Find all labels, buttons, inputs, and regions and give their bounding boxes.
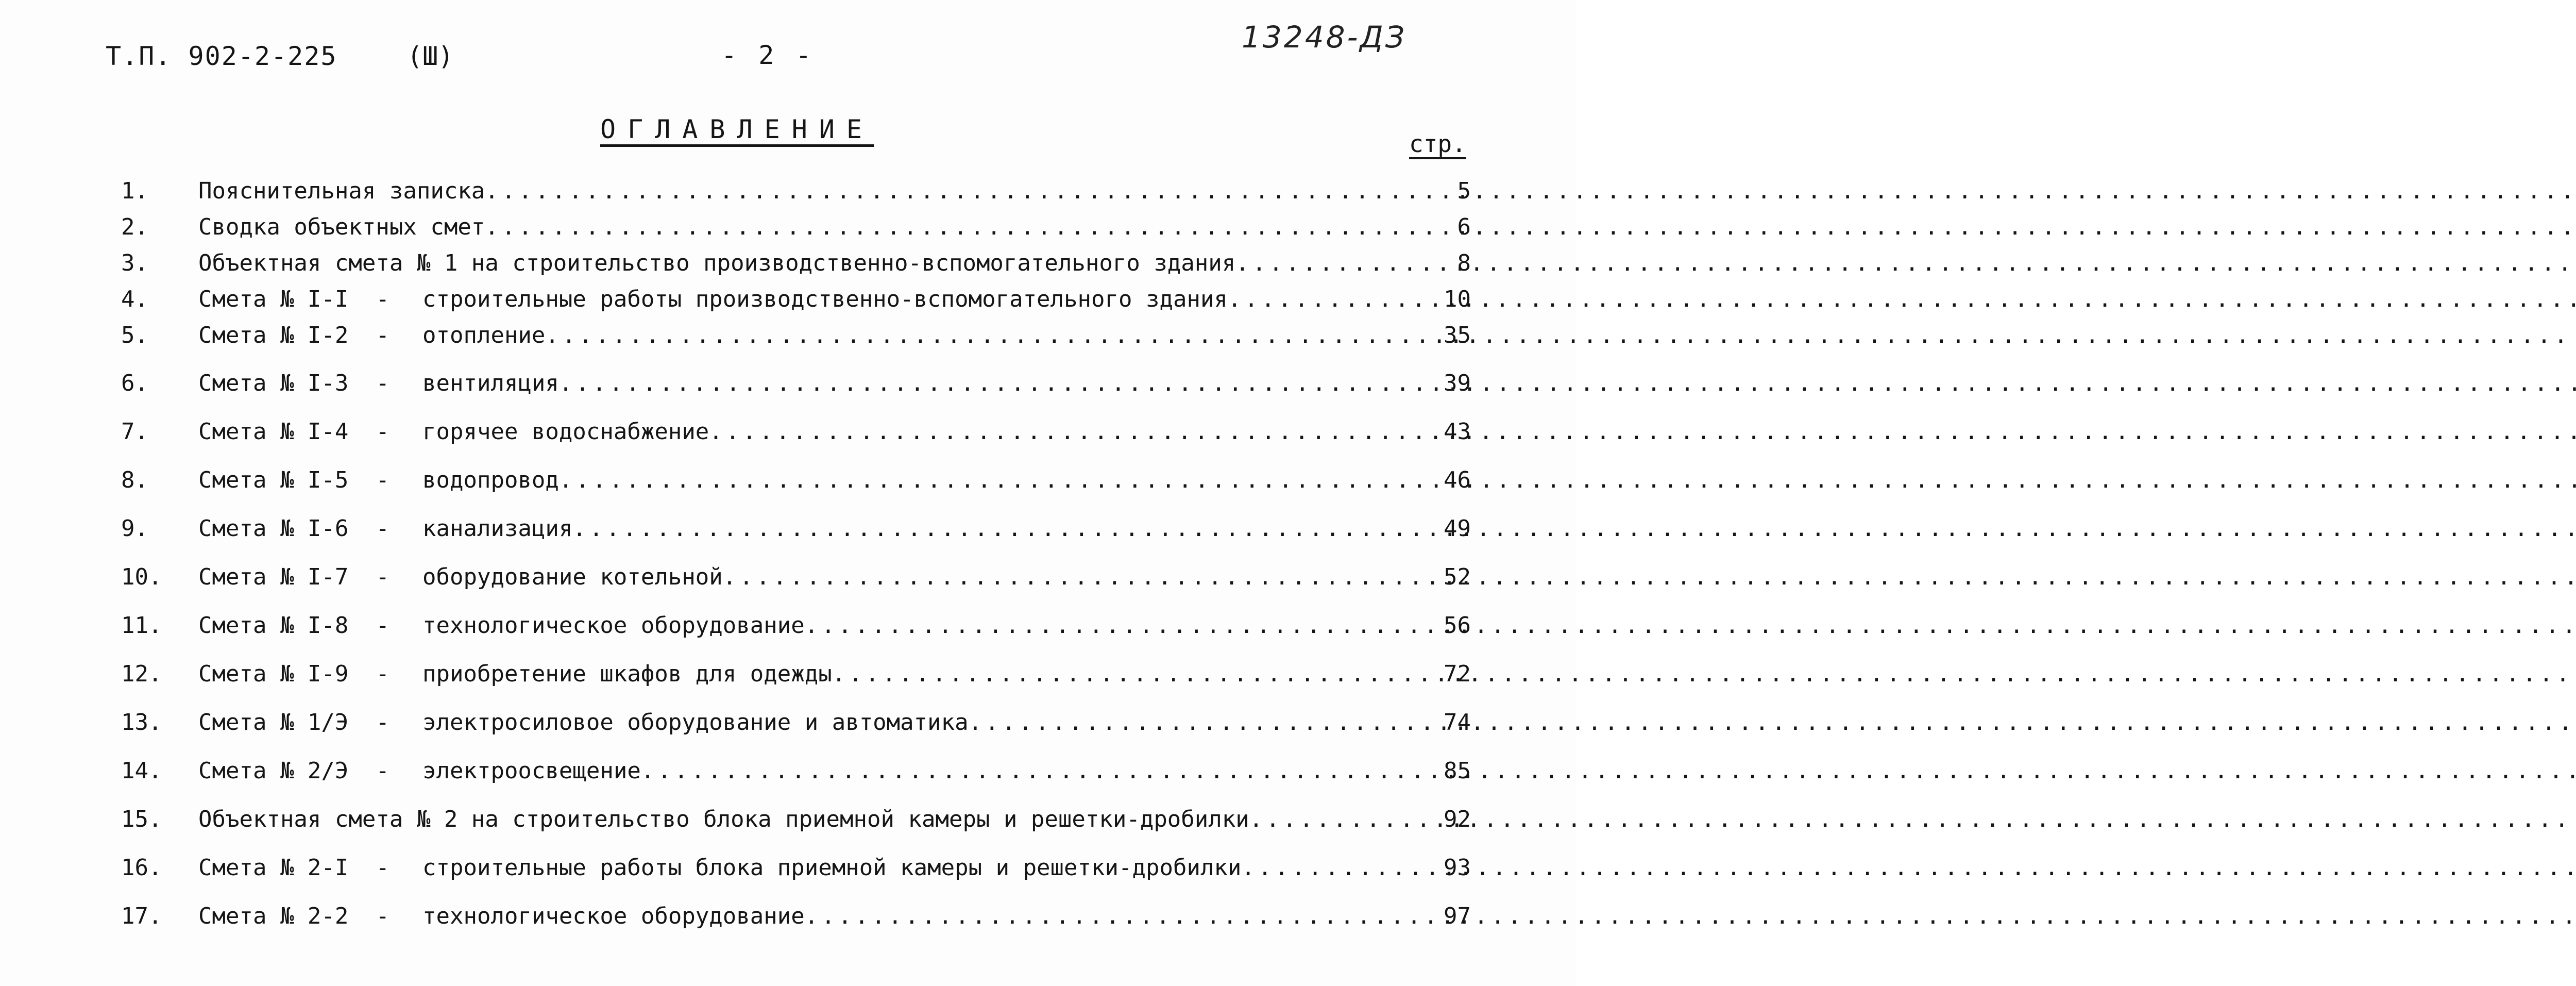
toc-dot-leader	[832, 661, 1404, 687]
toc-entry-page: 46	[1444, 467, 1471, 493]
toc-entry-estimate-code: Смета № 1/Э -	[198, 709, 389, 736]
toc-entry-number: 1.	[121, 178, 148, 204]
toc-entry-title: оборудование котельной	[422, 564, 723, 590]
toc-entry-estimate-code: Смета № I-8 -	[198, 612, 389, 639]
toc-dot-leader	[805, 903, 1404, 929]
toc-entry-page: 5	[1457, 178, 1471, 204]
toc-entry-title: строительные работы блока приемной камеры и решетки-дробилки	[422, 855, 1242, 881]
toc-entry-title: канализация	[422, 515, 573, 542]
toc-entry-title: строительные работы производственно-вспомогательного здания	[422, 286, 1228, 312]
toc-dot-leader	[1228, 286, 1404, 312]
toc-entry-number: 4.	[121, 286, 148, 312]
toc-entry-number: 6.	[121, 370, 148, 396]
toc-entry-estimate-code: Смета № I-I -	[198, 286, 389, 312]
toc-entry-page: 72	[1444, 661, 1471, 687]
toc-entry-number: 12.	[121, 661, 162, 687]
toc-entry-page: 35	[1444, 322, 1471, 348]
toc-entry-title: водопровод	[422, 467, 559, 493]
toc-entry-page: 92	[1444, 806, 1471, 832]
toc-entry-page: 6	[1457, 214, 1471, 240]
toc-dot-leader	[1241, 855, 1404, 881]
toc-entry-title: вентиляция	[422, 370, 559, 396]
toc-entry-title: электросиловое оборудование и автоматика	[422, 709, 969, 736]
toc-entry-title: электроосвещение	[422, 758, 641, 784]
toc-entry-number: 13.	[121, 709, 162, 736]
toc-entry-title: Пояснительная записка	[198, 178, 485, 204]
toc-dot-leader	[559, 467, 1404, 493]
toc-entry-number: 11.	[121, 612, 162, 639]
toc-entry	[121, 286, 1471, 317]
toc-entry-page: 93	[1444, 855, 1471, 881]
toc-dot-leader	[1249, 806, 1404, 832]
archive-number: 13248-ДЗ	[1242, 20, 1406, 55]
toc-dot-leader	[805, 612, 1404, 639]
toc-entry-page: 74	[1444, 709, 1471, 736]
toc-entry-estimate-code: Смета № 2-I -	[198, 855, 389, 881]
toc-entry-number: 10.	[121, 564, 162, 590]
project-code: Т.П. 902-2-225	[106, 41, 337, 71]
toc-entry-title: Сводка объектных смет	[198, 214, 485, 240]
toc-entry-page: 43	[1444, 419, 1471, 445]
toc-entry-number: 2.	[121, 214, 148, 240]
toc-entry	[121, 564, 1471, 595]
page-column-label: стр.	[1409, 130, 1466, 158]
toc-entry	[121, 758, 1471, 789]
toc-entry	[121, 322, 1471, 353]
toc-entry-estimate-code: Смета № I-9 -	[198, 661, 389, 687]
toc-entry-number: 8.	[121, 467, 148, 493]
toc-entry	[121, 250, 1471, 281]
toc-entry-page: 39	[1444, 370, 1471, 396]
toc-entry-title: Объектная смета № 1 на строительство производственно-вспомогательного здания	[198, 250, 1236, 276]
toc-entry-estimate-code: Смета № I-5 -	[198, 467, 389, 493]
toc-entry-estimate-code: Смета № I-6 -	[198, 515, 389, 542]
toc-entry-number: 14.	[121, 758, 162, 784]
toc-entry-number: 15.	[121, 806, 162, 832]
toc-entry-title: технологическое оборудование	[422, 903, 805, 929]
toc-entry	[121, 709, 1471, 740]
toc-entry	[121, 214, 1471, 245]
toc-entry-number: 3.	[121, 250, 148, 276]
toc-entry-title: горячее водоснабжение	[422, 419, 709, 445]
toc-entry-number: 5.	[121, 322, 148, 348]
toc-entry-number: 9.	[121, 515, 148, 542]
toc-entry-page: 52	[1444, 564, 1471, 590]
toc-entry-estimate-code: Смета № I-4 -	[198, 419, 389, 445]
toc-entry	[121, 419, 1471, 449]
toc-entry	[121, 903, 1471, 934]
toc-dot-leader	[572, 515, 1404, 542]
toc-entry-title: приобретение шкафов для одежды	[422, 661, 832, 687]
toc-entry-page: 10	[1444, 286, 1471, 312]
toc-entry-title: Объектная смета № 2 на строительство блока приемной камеры и решетки-дробилки	[198, 806, 1249, 832]
toc-entry-page: 8	[1457, 250, 1471, 276]
toc-entry-estimate-code: Смета № I-7 -	[198, 564, 389, 590]
toc-entry-page: 49	[1444, 515, 1471, 542]
toc-dot-leader	[485, 214, 1404, 240]
page-number: - 2 -	[721, 40, 815, 70]
toc-entry-page: 56	[1444, 612, 1471, 639]
toc-entry-number: 16.	[121, 855, 162, 881]
toc-entry-page: 97	[1444, 903, 1471, 929]
series-mark: (Ш)	[407, 41, 454, 71]
toc-entry	[121, 855, 1471, 885]
toc-entry-title: технологическое оборудование	[422, 612, 805, 639]
toc-title: ОГЛАВЛЕНИЕ	[600, 114, 874, 144]
toc-entry	[121, 515, 1471, 546]
toc-dot-leader	[559, 370, 1404, 396]
toc-entry-page: 85	[1444, 758, 1471, 784]
toc-dot-leader	[641, 758, 1404, 784]
toc-entry-number: 7.	[121, 419, 148, 445]
toc-dot-leader	[723, 564, 1404, 590]
toc-dot-leader	[545, 322, 1404, 348]
toc-dot-leader	[485, 178, 1404, 204]
toc-entry-number: 17.	[121, 903, 162, 929]
toc-entry	[121, 467, 1471, 498]
toc-entry-estimate-code: Смета № 2-2 -	[198, 903, 389, 929]
toc-entry	[121, 612, 1471, 643]
toc-entry-estimate-code: Смета № 2/Э -	[198, 758, 389, 784]
toc-dot-leader	[1235, 250, 1404, 276]
toc-entry	[121, 370, 1471, 401]
toc-dot-leader	[969, 709, 1404, 736]
toc-entry	[121, 806, 1471, 837]
toc-entry	[121, 661, 1471, 692]
toc-entry-estimate-code: Смета № I-3 -	[198, 370, 389, 396]
toc-dot-leader	[709, 419, 1404, 445]
toc-entry-estimate-code: Смета № I-2 -	[198, 322, 389, 348]
toc-entry	[121, 178, 1471, 209]
toc-entry-title: отопление	[422, 322, 546, 348]
